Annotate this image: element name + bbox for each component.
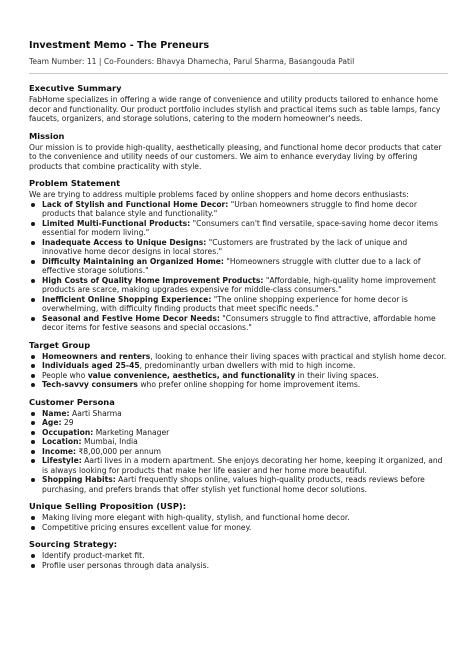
list-item: [29, 219, 448, 238]
item-label: Name:: [42, 408, 70, 418]
list-item: [29, 409, 448, 419]
item-label: Income:: [42, 446, 77, 456]
target-group-list: [29, 352, 448, 390]
list-item: [29, 276, 448, 295]
mission-section: [29, 131, 448, 172]
team-info: Team Number: 11 | Co-Founders: Bhavya Dhamecha, Parul Sharma, Basangouda Patil: [29, 57, 355, 66]
header-divider: [29, 73, 448, 74]
item-label: Location:: [42, 437, 82, 446]
list-item: [29, 238, 448, 257]
item-text: Aarti lives in a modern apartment. She enjoys decorating her home, keeping it organized, and is always looking for products that make her life easier and her home more beautiful.: [42, 456, 443, 475]
list-item: [29, 352, 448, 362]
item-label: Shopping Habits:: [42, 475, 116, 484]
item-label: Age:: [42, 418, 62, 427]
list-item: [29, 295, 448, 314]
list-item: [29, 380, 448, 390]
section-text: FabHome specializes in offering a wide range of convenience and utility products tailored to enhance home decor and functionality. Our product portfolio includes stylish and practical items such as table lamps, fancy faucets, organizers, and storage solutions, catering to the modern homeowner's needs.: [29, 95, 441, 123]
section-heading: Executive Summary: [29, 83, 122, 93]
item-text: "Consumers can't find versatile, space-saving home decor items essential for modern living.": [42, 218, 438, 237]
list-item: [29, 447, 448, 457]
section-heading: Mission: [29, 130, 65, 141]
customer-persona-section: [29, 397, 448, 495]
persona-list: [29, 409, 448, 495]
list-item: Identify product-market fit.: [29, 551, 448, 561]
item-text: "Urban homeowners struggle to find home decor products that balance style and functionality.": [42, 199, 417, 218]
item-label: value convenience, aesthetics, and functionality: [87, 370, 296, 380]
item-text: , looking to enhance their living spaces with practical and stylish home decor.: [150, 351, 447, 361]
section-heading: Problem Statement: [29, 178, 121, 188]
item-text: "Consumers struggle to find attractive, affordable home decor items for festive seasons and special occasions.": [42, 313, 436, 332]
sourcing-list: [29, 551, 448, 570]
item-label: Difficulty Maintaining an Organized Home:: [42, 256, 224, 266]
section-heading: Unique Selling Proposition (USP):: [29, 501, 187, 511]
problem-statement-section: [29, 178, 448, 333]
executive-summary-section: [29, 83, 448, 124]
item-text: Mumbai, India: [81, 437, 138, 446]
list-item: [29, 257, 448, 276]
item-text: who prefer online shopping for home improvement items.: [137, 380, 361, 389]
item-text: "The online shopping experience for home decor is overwhelming, with difficulty finding products that meet specific needs.": [42, 294, 408, 313]
item-text: "Affordable, high-quality home improvement products are scarce, making upgrades expensive for middle-class consumers.": [42, 275, 436, 294]
list-item: [29, 428, 448, 438]
list-item: Making living more elegant with high-quality, stylish, and functional home decor.: [29, 513, 448, 523]
list-item: [29, 418, 448, 428]
memo-title: Investment Memo - The Preneurs: [29, 40, 210, 51]
item-label: High Costs of Quality Home Improvement Products:: [42, 275, 264, 285]
item-label: Lifestyle:: [42, 456, 82, 465]
sourcing-strategy-section: [29, 539, 448, 570]
item-text: Aarti Sharma: [69, 408, 122, 418]
list-item: [29, 314, 448, 333]
list-item: [29, 456, 448, 475]
problem-list: [29, 200, 448, 333]
item-text: in their living spaces.: [295, 370, 379, 380]
list-item: [29, 361, 448, 371]
item-label: Homeowners and renters: [42, 351, 151, 361]
item-label: Inefficient Online Shopping Experience:: [42, 294, 212, 304]
item-label: Individuals aged 25-45: [42, 361, 140, 370]
item-text: Marketing Manager: [93, 427, 170, 437]
item-label: Seasonal and Festive Home Decor Needs:: [42, 313, 220, 323]
item-text: 29: [61, 418, 74, 427]
list-item: Profile user personas through data analysis.: [29, 561, 448, 571]
list-item: [29, 475, 448, 494]
item-text: Aarti frequently shops online, values high-quality products, reads reviews before purchasing, and prefers brands that offer stylish yet functional home decor solutions.: [42, 475, 425, 494]
item-text: "Homeowners struggle with clutter due to a lack of effective storage solutions.": [42, 256, 421, 275]
item-label: Occupation:: [42, 427, 94, 437]
list-item: [29, 437, 448, 447]
section-text: Our mission is to provide high-quality, aesthetically pleasing, and functional home decor products that cater to the convenience and utility needs of our customers. We aim to enhance everyday living by offering products that combine practicality with style.: [29, 142, 442, 171]
item-label: Tech-savvy consumers: [42, 380, 138, 389]
item-label: Lack of Stylish and Functional Home Decor:: [42, 199, 229, 209]
section-heading: Target Group: [29, 339, 91, 350]
usp-list: [29, 513, 448, 532]
item-text: , predominantly urban dwellers with mid to high income.: [139, 361, 356, 370]
section-intro: We are trying to address multiple problems faced by online shoppers and home decors enthusiasts:: [29, 190, 409, 199]
list-item: [29, 200, 448, 219]
item-label: Limited Multi-Functional Products:: [42, 218, 191, 228]
section-heading: Customer Persona: [29, 396, 115, 407]
usp-section: [29, 501, 448, 532]
item-text: ₹8,00,000 per annum: [76, 446, 162, 456]
target-group-section: [29, 340, 448, 390]
item-label: Inadequate Access to Unique Designs:: [42, 237, 207, 247]
list-item: Competitive pricing ensures excellent value for money.: [29, 523, 448, 533]
section-heading: Sourcing Strategy:: [29, 539, 118, 549]
item-prefix: People who: [42, 370, 88, 380]
list-item: [29, 371, 448, 381]
item-text: "Customers are frustrated by the lack of unique and innovative home decor designs in local stores.": [42, 237, 408, 256]
